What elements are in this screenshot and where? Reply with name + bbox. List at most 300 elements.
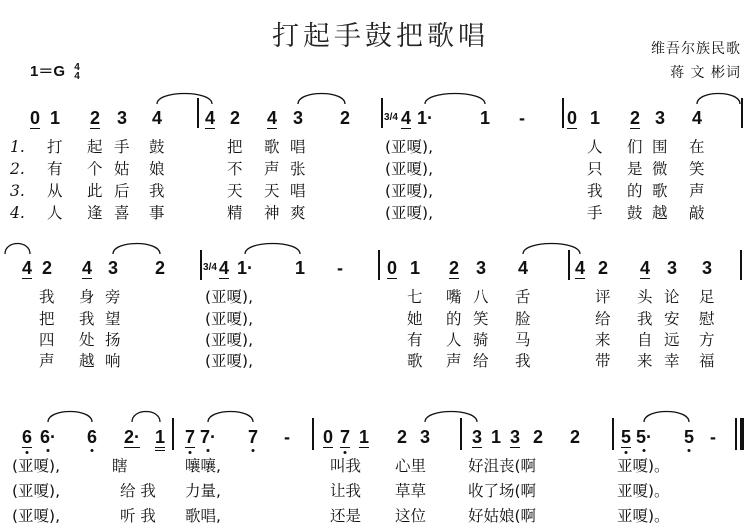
barline	[378, 250, 380, 280]
lyric: 来	[595, 331, 611, 349]
lower-octave-dot	[687, 449, 690, 452]
lyric: 嚷嚷,	[185, 457, 221, 475]
note-value: 0	[386, 258, 398, 278]
lower-octave-dot	[188, 451, 191, 454]
note-value: 2	[339, 108, 351, 128]
slur	[298, 94, 345, 105]
note	[598, 258, 608, 278]
lyric: (亚嗄),	[12, 507, 61, 525]
lower-octave-dot	[46, 449, 49, 452]
slur	[425, 94, 485, 105]
lyric: 们	[627, 138, 643, 156]
note	[50, 108, 60, 128]
barline	[197, 98, 199, 128]
note-value: 2	[532, 427, 544, 447]
underline-beam	[323, 447, 333, 448]
note	[219, 258, 229, 278]
note-value: 7·	[199, 427, 217, 447]
note-value: 2·	[123, 427, 141, 447]
lyric: 力量,	[185, 482, 221, 500]
lyric: 歌	[264, 138, 280, 156]
note-extension	[519, 108, 525, 128]
lyric: 鼓	[149, 138, 165, 156]
lyric: 人	[587, 138, 603, 156]
underline-beam	[267, 128, 277, 129]
note	[476, 258, 486, 278]
note-value: 4	[151, 108, 163, 128]
note	[684, 427, 694, 447]
note	[533, 427, 543, 447]
barline	[381, 98, 383, 128]
note-value: -	[337, 258, 343, 278]
lyric: (亚嗄),	[205, 310, 254, 328]
song-title: 打起手鼓把歌唱	[272, 21, 489, 52]
lyric: (亚嗄),	[205, 288, 254, 306]
note-value: 2	[597, 258, 609, 278]
lyric: 响	[105, 352, 121, 370]
lyric: 心里	[395, 457, 427, 475]
lyric: 听 我	[120, 507, 156, 525]
note-value: 0	[29, 108, 41, 128]
lyric: 手	[587, 204, 603, 222]
lyric: 处	[79, 331, 95, 349]
lyric: 草草	[395, 482, 427, 500]
underline-beam	[340, 447, 350, 448]
lyric: 还是	[330, 507, 362, 525]
lower-octave-dot	[90, 449, 93, 452]
note-value: 7	[247, 427, 259, 447]
lyric: 在	[689, 138, 705, 156]
lyric: (亚嗄),	[12, 457, 61, 475]
note	[323, 427, 333, 447]
note-value: 3	[475, 258, 487, 278]
note	[630, 108, 640, 128]
note-value: 2	[448, 258, 460, 278]
note-value: 3	[509, 427, 521, 447]
lower-octave-dot	[624, 451, 627, 454]
underline-beam	[472, 447, 482, 448]
lyric: (亚嗄),	[385, 138, 434, 156]
underline-beam	[387, 278, 397, 279]
note	[340, 427, 350, 447]
note	[22, 427, 32, 447]
note-value: 2	[396, 427, 408, 447]
note-value: 6·	[39, 427, 57, 447]
note-value: 1	[409, 258, 421, 278]
lyric: 给 我	[120, 482, 156, 500]
note	[567, 108, 577, 128]
music-credit: 维吾尔族民歌	[651, 41, 741, 57]
lyric: 笑	[473, 310, 489, 328]
lyric: 歌唱,	[185, 507, 221, 525]
lyric: 天	[227, 182, 243, 200]
note-value: 6	[86, 427, 98, 447]
time-signature-change: 3/4	[384, 112, 398, 123]
note-value: 1·	[416, 108, 434, 128]
lyric: 头	[637, 288, 653, 306]
lyric: 喜	[114, 204, 130, 222]
underline-beam	[124, 447, 140, 448]
note	[40, 427, 56, 447]
note-value: 3	[107, 258, 119, 278]
lyric: 敲	[689, 204, 705, 222]
note-extension	[710, 427, 716, 447]
underline-beam	[205, 128, 215, 129]
lyric: 围	[652, 138, 668, 156]
lyric: 从	[47, 182, 63, 200]
lyric: 带	[595, 352, 611, 370]
note-value: 2	[629, 108, 641, 128]
note-value: 1	[479, 108, 491, 128]
note	[510, 427, 520, 447]
note-value: 7	[339, 427, 351, 447]
note-value: 2	[229, 108, 241, 128]
time-signature-change: 3/4	[203, 262, 217, 273]
note-value: 3	[116, 108, 128, 128]
note	[667, 258, 677, 278]
note	[420, 427, 430, 447]
note	[42, 258, 52, 278]
lyric: (亚嗄),	[385, 204, 434, 222]
note-value: 0	[566, 108, 578, 128]
lyric: 个	[87, 160, 103, 178]
barline	[172, 418, 174, 450]
lyric: 我	[515, 352, 531, 370]
lyric: 收了场(啊	[468, 482, 537, 500]
barline	[612, 418, 614, 450]
note-value: 5	[620, 427, 632, 447]
lyric: 远	[664, 331, 680, 349]
underline-beam	[575, 278, 585, 279]
lyric: 声	[39, 352, 55, 370]
note	[117, 108, 127, 128]
note-value: 4	[639, 258, 651, 278]
note	[155, 258, 165, 278]
note	[87, 427, 97, 447]
lyric: 扬	[105, 331, 121, 349]
note-value: 4	[400, 108, 412, 128]
slur	[208, 412, 253, 423]
barline	[562, 98, 564, 128]
verse-number: 3.	[10, 182, 25, 200]
underline-beam	[449, 278, 459, 279]
note-value: 1	[358, 427, 370, 447]
note-value: 2	[569, 427, 581, 447]
lyric: 的	[627, 182, 643, 200]
lyric: 亚嗄)。	[617, 507, 670, 525]
lyric: 马	[515, 331, 531, 349]
lyric: 舌	[515, 288, 531, 306]
note	[359, 427, 369, 447]
note	[340, 108, 350, 128]
lyric: 身	[79, 288, 95, 306]
note-value: -	[284, 427, 290, 447]
note-value: 4	[218, 258, 230, 278]
lyric: 给	[595, 310, 611, 328]
barline	[740, 250, 742, 280]
note-value: 1	[49, 108, 61, 128]
note-value: 4	[574, 258, 586, 278]
note	[205, 108, 215, 128]
underline-beam	[185, 447, 195, 448]
barline	[735, 418, 737, 450]
barline	[312, 418, 314, 450]
lyric: 我	[39, 288, 55, 306]
note	[692, 108, 702, 128]
lyric: 声	[264, 160, 280, 178]
underline-beam	[82, 278, 92, 279]
lyric: 的	[446, 310, 462, 328]
lower-octave-dot	[251, 449, 254, 452]
underline-beam	[621, 447, 631, 448]
note-value: 3	[471, 427, 483, 447]
lyric: 评	[595, 288, 611, 306]
lyric: 八	[473, 288, 489, 306]
underline-beam	[30, 128, 40, 129]
underline-beam	[567, 128, 577, 129]
slur	[697, 94, 740, 105]
note-value: 7	[184, 427, 196, 447]
lyric: (亚嗄),	[205, 331, 254, 349]
note	[30, 108, 40, 128]
underline-beam	[359, 447, 369, 448]
note-value: 1	[154, 427, 166, 447]
slur	[113, 244, 160, 255]
note	[410, 258, 420, 278]
note	[636, 427, 652, 447]
underline-beam	[510, 447, 520, 448]
lyric: 唱	[290, 182, 306, 200]
lyric: 爽	[290, 204, 306, 222]
lyric: 起	[87, 138, 103, 156]
lyric: 我	[79, 310, 95, 328]
slur	[132, 412, 160, 423]
lyric: 歌	[407, 352, 423, 370]
lyric: 人	[47, 204, 63, 222]
underline-beam	[219, 278, 229, 279]
underline-beam	[155, 450, 165, 451]
note	[397, 427, 407, 447]
underline-beam	[630, 128, 640, 129]
lyric: 姑	[114, 160, 130, 178]
time-signature-top: 4	[74, 62, 80, 74]
lyric: 嘴	[446, 288, 462, 306]
note-value: 5·	[635, 427, 653, 447]
note	[472, 427, 482, 447]
note-value: 3	[419, 427, 431, 447]
lyric: 脸	[515, 310, 531, 328]
lyric: 人	[446, 331, 462, 349]
note	[449, 258, 459, 278]
note	[155, 427, 165, 447]
slur	[48, 412, 92, 423]
lyric: 足	[699, 288, 715, 306]
note	[590, 108, 600, 128]
note	[108, 258, 118, 278]
lyric: 幸	[664, 352, 680, 370]
note-extension	[337, 258, 343, 278]
underline-beam	[401, 128, 411, 129]
lyric: 声	[689, 182, 705, 200]
slur	[245, 244, 300, 255]
lyric: 精	[227, 204, 243, 222]
note-value: 1	[490, 427, 502, 447]
note-value: 4	[266, 108, 278, 128]
note-value: -	[710, 427, 716, 447]
time-signature-bottom: 4	[74, 71, 80, 83]
lyric: 鼓	[627, 204, 643, 222]
slur	[523, 244, 580, 255]
barline	[460, 418, 462, 450]
barline	[568, 250, 570, 280]
note-value: 3	[666, 258, 678, 278]
note-value: 4	[691, 108, 703, 128]
note-value: 4	[517, 258, 529, 278]
note	[575, 258, 585, 278]
note	[22, 258, 32, 278]
note	[90, 108, 100, 128]
lyric: 越	[79, 352, 95, 370]
lyric: 此	[87, 182, 103, 200]
lyric: 望	[105, 310, 121, 328]
lyric: 四	[39, 331, 55, 349]
note	[237, 258, 253, 278]
note	[185, 427, 195, 447]
note	[640, 258, 650, 278]
lyric: 好沮丧(啊	[468, 457, 537, 475]
lyric: 福	[699, 352, 715, 370]
note	[480, 108, 490, 128]
note-value: 4	[81, 258, 93, 278]
slur	[644, 412, 689, 423]
lyric: 有	[47, 160, 63, 178]
note-value: 1	[589, 108, 601, 128]
lower-octave-dot	[25, 451, 28, 454]
verse-number: 1.	[10, 138, 25, 156]
lyric: 这位	[395, 507, 427, 525]
note	[621, 427, 631, 447]
note-value: 4	[21, 258, 33, 278]
note-value: 2	[41, 258, 53, 278]
lyric: 只	[587, 160, 603, 178]
slur	[157, 94, 212, 105]
lyric: 我	[587, 182, 603, 200]
verse-number: 2.	[10, 160, 25, 178]
underline-beam	[640, 278, 650, 279]
lyric: 笑	[689, 160, 705, 178]
lyric: (亚嗄),	[205, 352, 254, 370]
note	[267, 108, 277, 128]
note-value: 3	[292, 108, 304, 128]
note	[518, 258, 528, 278]
lyric: 她	[407, 310, 423, 328]
lyric: 事	[149, 204, 165, 222]
lyric: 亚嗄)。	[617, 482, 670, 500]
underline-beam	[90, 128, 100, 129]
lyric: 不	[227, 160, 243, 178]
lyric: 微	[652, 160, 668, 178]
lyric: 天	[264, 182, 280, 200]
note-value: 0	[322, 427, 334, 447]
note	[82, 258, 92, 278]
lyric: 唱	[290, 138, 306, 156]
lyric: 把	[227, 138, 243, 156]
lyric: (亚嗄),	[385, 182, 434, 200]
note	[570, 427, 580, 447]
lyric: 逢	[87, 204, 103, 222]
lyric: 安	[664, 310, 680, 328]
lyric: 声	[446, 352, 462, 370]
note	[124, 427, 140, 447]
lyric: (亚嗄),	[12, 482, 61, 500]
lyric: 有	[407, 331, 423, 349]
note-value: 2	[154, 258, 166, 278]
lyrics-credit: 蒋 文 彬词	[670, 65, 741, 81]
lyric: 我	[637, 310, 653, 328]
lyric: 瞎	[112, 457, 128, 475]
lyric: 歌	[652, 182, 668, 200]
note-value: 1	[294, 258, 306, 278]
barline	[741, 98, 743, 128]
lyric: 方	[699, 331, 715, 349]
lower-octave-dot	[343, 451, 346, 454]
barline	[200, 250, 202, 280]
lyric: 让我	[330, 482, 362, 500]
final-barline	[740, 418, 744, 450]
lyric: 好姑娘(啊	[468, 507, 537, 525]
slur	[425, 412, 477, 423]
lyric: 叫我	[330, 457, 362, 475]
lyric: 娘	[149, 160, 165, 178]
underline-beam	[22, 447, 32, 448]
note-value: -	[519, 108, 525, 128]
lyric: 张	[290, 160, 306, 178]
lyric: 给	[473, 352, 489, 370]
note	[401, 108, 411, 128]
lyric: 慰	[699, 310, 715, 328]
lyric: 亚嗄)。	[617, 457, 670, 475]
lyric: 打	[47, 138, 63, 156]
note	[655, 108, 665, 128]
lyric: 把	[39, 310, 55, 328]
note	[417, 108, 433, 128]
key-label: 1＝G	[30, 63, 66, 80]
note-value: 3	[701, 258, 713, 278]
lower-octave-dot	[206, 449, 209, 452]
note-value: 4	[204, 108, 216, 128]
verse-number: 4.	[10, 204, 25, 222]
lyric: 旁	[105, 288, 121, 306]
note	[230, 108, 240, 128]
slur	[5, 244, 30, 255]
lyric: 是	[627, 160, 643, 178]
note	[248, 427, 258, 447]
note	[295, 258, 305, 278]
underline-beam	[155, 447, 165, 448]
lyric: 自	[637, 331, 653, 349]
lyric: 骑	[473, 331, 489, 349]
lyric: 来	[637, 352, 653, 370]
note-value: 3	[654, 108, 666, 128]
note	[491, 427, 501, 447]
lyric: 神	[264, 204, 280, 222]
note-value: 6	[21, 427, 33, 447]
note	[702, 258, 712, 278]
lyric: 论	[664, 288, 680, 306]
note	[152, 108, 162, 128]
note-extension	[284, 427, 290, 447]
note-value: 2	[89, 108, 101, 128]
